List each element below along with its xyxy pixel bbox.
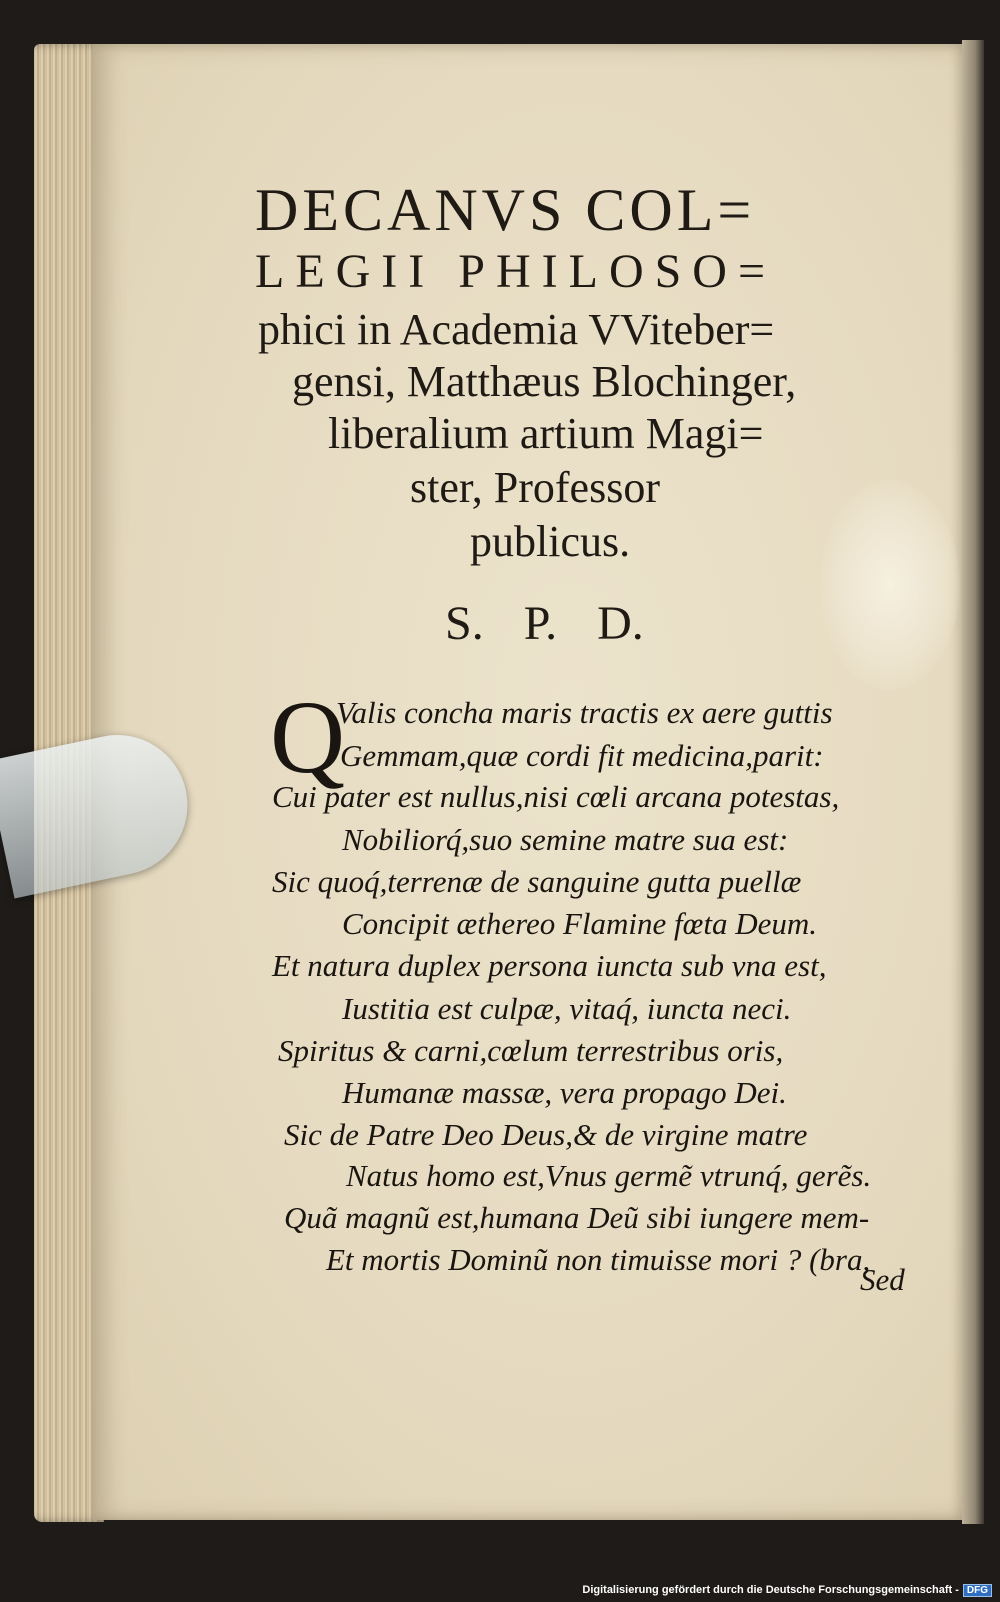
verse-line-10: Humanæ massæ, vera propago Dei.: [342, 1075, 787, 1110]
catchword: Sed: [860, 1262, 905, 1297]
heading-line-4: gensi, Matthæus Blochinger,: [292, 357, 797, 406]
footer-credit: Digitalisierung gefördert durch die Deutsche Forschungsgemeinschaft -: [582, 1584, 959, 1596]
drop-cap-initial: Q: [270, 680, 346, 795]
heading-line-2: LEGII PHILOSO=: [255, 245, 777, 298]
heading-line-3: phici in Academia VViteber=: [258, 305, 775, 354]
verse-line-7: Et natura duplex persona iuncta sub vna est,: [272, 948, 827, 983]
dfg-logo: DFG: [963, 1584, 992, 1597]
verse-line-6: Concipit æthereo Flamine fœta Deum.: [342, 906, 817, 941]
verse-line-14: Et mortis Dominũ non timuisse mori ? (bra,: [326, 1242, 871, 1277]
salutation: S. P. D.: [445, 597, 644, 650]
verse-line-11: Sic de Patre Deo Deus,& de virgine matre: [284, 1117, 808, 1152]
heading-line-6: ster, Professor: [410, 463, 660, 512]
verse-line-13: Quã magnũ est,humana Deũ sibi iungere mem-: [284, 1200, 870, 1235]
paper-stain: [820, 480, 960, 690]
verse-line-3: Cui pater est nullus,nisi cœli arcana potestas,: [272, 779, 840, 814]
verse-line-2: Gemmam,quæ cordi fit medicina,parit:: [340, 738, 824, 773]
heading-line-5: liberalium artium Magi=: [328, 409, 764, 458]
heading-line-7: publicus.: [470, 517, 631, 566]
verse-line-4: Nobiliorq́,suo semine matre sua est:: [342, 822, 789, 857]
verse-line-1: Valis concha maris tractis ex aere guttis: [336, 695, 833, 730]
verse-line-12: Natus homo est,Vnus germẽ vtrunq́, gerẽs.: [346, 1158, 872, 1193]
verse-line-9: Spiritus & carni,cœlum terrestribus oris,: [278, 1033, 784, 1068]
heading-line-1: DECANVS COL=: [255, 177, 756, 243]
digitization-footer: [582, 1582, 992, 1598]
facing-page-edge: [962, 40, 984, 1524]
verse-line-5: Sic quoq́,terrenæ de sanguine gutta puellæ: [272, 864, 802, 899]
verse-line-8: Iustitia est culpæ, vitaq́, iuncta neci.: [342, 991, 792, 1026]
